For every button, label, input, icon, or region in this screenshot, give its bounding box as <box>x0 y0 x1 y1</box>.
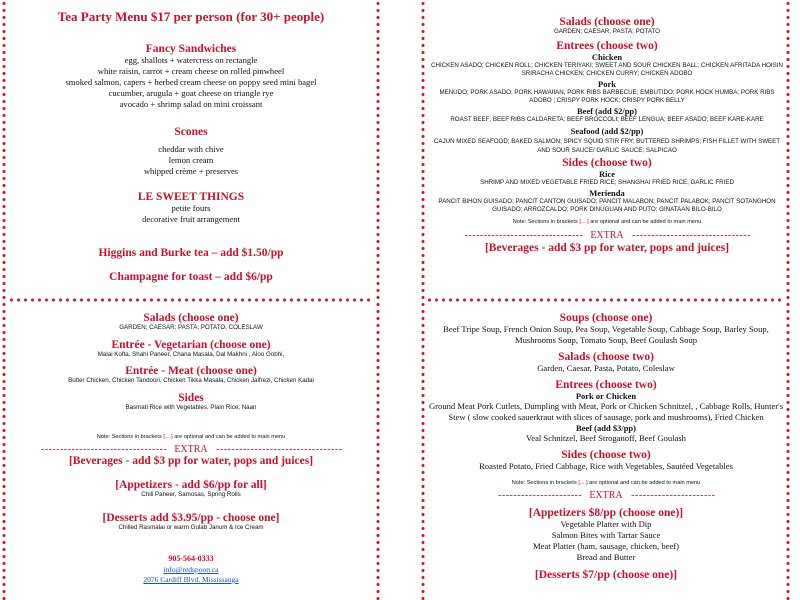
desserts-heading: [Desserts $7/pp (choose one)] <box>534 569 678 581</box>
salads-heading: Salads (choose one) <box>559 16 655 28</box>
sandwiches-list <box>10 55 372 110</box>
sides-list: Basmati Rice with Vegetables, Plain Rice, Naan <box>125 403 257 411</box>
optional-note: Note: Sections in brackets [....] are optional and can be added to main menu <box>511 480 701 486</box>
salads-heading: Salads (choose two) <box>558 351 654 363</box>
list-item: lemon cream <box>168 155 214 165</box>
list-item: egg, shallots + watercress on rectangle <box>124 55 258 65</box>
filipino-menu-panel <box>428 0 786 297</box>
extra-divider: - - - - - - - - - - - - - - - - - - - - - - - - - - - - - - - EXTRA - - - - - - - - - - - - - - - - - - - - - - - - - - - - - - - <box>464 229 750 241</box>
fold-line-left <box>8 298 374 302</box>
beef-heading: Beef (add $3/pp) <box>576 423 636 433</box>
sides-list: Roasted Potato, Fried Cabbage, Rice with Vegetables, Sautéed Vegetables <box>479 461 733 471</box>
divider-center-right <box>421 0 425 600</box>
desserts-heading: [Desserts add $3.95/pp - choose one] <box>102 511 280 524</box>
appetizers-list: Chili Paneer, Samosas, Spring Rolls <box>141 491 241 498</box>
meat-entree-heading: Entrée - Meat (choose one) <box>125 365 257 377</box>
salads-heading: Salads (choose one) <box>143 312 239 324</box>
desserts-list: Chilled Rasmalai or warm Gulab Janum & Ice Cream <box>118 523 264 531</box>
pork-heading: Pork <box>598 78 616 89</box>
merienda-list: PANCIT BIHON GUISADO; PANCIT CANTON GUISADO; PANCIT MALABON; PANCIT PALABOK; PANCIT SOTANGHON GUISADO; ARROZCALDO; PORK DINUGUAN AND PUTO; GINATAAN BILO-BILO <box>438 197 776 213</box>
sides-heading: Sides (choose two) <box>562 157 652 169</box>
meat-entree-list: Butter Chicken, Chicken Tandoori, Chicken Tikka Masala, Chicken Jalfrezi, Chicken Kadai <box>68 377 314 384</box>
tea-party-panel <box>10 0 372 297</box>
extra-divider: - - - - - - - - - - - - - - - - - - - - - - - - - - - - - - - - - EXTRA - - - - - - - - - - - - - - - - - - - - - - - - - - - - - - - - - <box>40 444 342 455</box>
vegetarian-entree-heading: Entrée - Vegetarian (choose one) <box>111 338 271 351</box>
email-link[interactable]: info@redspoon.ca <box>163 565 219 574</box>
salads-list: Garden, Caesar, Pasta, Potato, Coleslaw <box>537 363 675 373</box>
list-item: cheddar with chive <box>158 144 224 154</box>
list-item: smoked salmon, capers + herbed cream cheese on poppy seed mini bagel <box>65 77 317 87</box>
beverages-addon: [Beverages - add $3 pp for water, pops and juices] <box>68 455 314 467</box>
rice-list: SHRIMP AND MIXED VEGETABLE FRIED RICE; SHANGHAI FRIED RICE; GARLIC FRIED <box>480 179 734 186</box>
sweet-things-list <box>10 203 372 225</box>
extra-divider: - - - - - - - - - - - - - - - - - - - - - - EXTRA - - - - - - - - - - - - - - - - - - - - - - <box>498 490 714 501</box>
extra-label: EXTRA <box>589 490 623 501</box>
list-item: whipped crème + preserves <box>143 166 239 176</box>
divider-center-left <box>376 0 380 600</box>
sides-heading: Sides <box>178 391 204 404</box>
tea-party-title: Tea Party Menu $17 per person (for 30+ people) <box>57 9 325 24</box>
scones-heading: Scones <box>174 126 208 138</box>
entrees-heading: Entrees (choose two) <box>555 379 657 391</box>
list-item: Salmon Bites with Tartar Sauce <box>551 530 661 540</box>
european-menu-panel <box>428 304 784 600</box>
rice-heading: Rice <box>598 169 616 179</box>
soups-list: Beef Tripe Soup, French Onion Soup, Pea Soup, Vegetable Soup, Cabbage Soup, Barley Soup, Mushrooms Soup, Tomato Soup, Beef Goulash Soup <box>443 324 769 345</box>
scones-list <box>10 144 372 177</box>
phone-number: 905-564-0333 <box>168 554 214 563</box>
appetizers-heading: [Appetizers $8/pp (choose one)] <box>528 507 684 519</box>
list-item: decorative fruit arrangement <box>142 214 240 224</box>
appetizers-list <box>428 519 784 563</box>
divider-right <box>786 0 790 600</box>
soups-heading: Soups (choose one) <box>559 312 653 324</box>
appetizers-heading: [Appetizers - add $6/pp for all] <box>115 479 267 491</box>
merienda-heading: Merienda <box>589 187 625 198</box>
extra-label: EXTRA <box>590 229 624 241</box>
list-item: Meat Platter (ham, sausage, chicken, beef) <box>532 541 680 551</box>
seafood-list: CAJUN MIXED SEAFOOD; BAKED SALMON; SPICY SQUID STIR FRY; BUTTERED SHRIMPS; FISH FILLET WITH SWEET AND SOUR SAUCE/ GARLIC SAUCE; SALPICAO <box>433 138 781 154</box>
chicken-heading: Chicken <box>591 51 623 62</box>
list-item: cucumber, arugula + goat cheese on triangle rye <box>108 88 274 98</box>
optional-note: Note: Sections in brackets [....] are optional and can be added to main menu <box>96 434 286 440</box>
pork-list: MENUDO; PORK ASADO; PORK HAWAIIAN, PORK RIBS BARBECUE; EMBUTIDO; PORK HOCK HUMBA; PORK RIBS ADOBO ; CRISPY PORK HOCK; CRISPY PORK BELLY <box>439 88 775 104</box>
champagne-addon: Champagne for toast – add $6/pp <box>109 271 273 283</box>
sweet-things-heading: LE SWEET THINGS <box>137 191 245 203</box>
list-item: Vegetable Platter with Dip <box>560 519 652 529</box>
list-item: petite fours <box>171 203 211 213</box>
extra-label: EXTRA <box>174 444 208 455</box>
list-item: avocado + shrimp salad on mini croissant <box>119 99 263 109</box>
pork-chicken-list: Ground Meat Pork Cutlets, Dumpling with Meat, Pork or Chicken Schnitzel, , Cabbage Rolls, Hunter's Stew ( slow cooked sauerkraut with slices of sausage, pork and mushrooms), Fried Chicken <box>428 401 784 422</box>
sandwiches-heading: Fancy Sandwiches <box>145 43 237 55</box>
divider-left <box>2 0 6 600</box>
seafood-heading: Seafood (add $2/pp) <box>570 126 644 136</box>
salads-list: GARDEN; CAESAR; PASTA; POTATO <box>553 28 660 35</box>
fold-line-right <box>426 298 784 302</box>
chicken-list: CHICKEN ASADO; CHICKEN ROLL; CHICKEN TERIYAKI; SWEET AND SOUR CHICKEN BALL; CHICKEN AFRITADA HOISIN SRIRACHA CHICKEN; CHICKEN CURRY; CHICKEN ADOBO <box>431 61 783 77</box>
beef-list: ROAST BEEF; BEEF RIBS CALDARETA; BEEF BROCCOLI; BEEF LENGUA; BEEF ASADO; BEEF KARE-KARE <box>450 115 764 123</box>
optional-note: Note: Sections in brackets [....] are optional and can be added to main menu <box>512 218 702 225</box>
list-item: Bread and Butter <box>576 552 636 562</box>
entrees-heading: Entrees (choose two) <box>556 39 658 52</box>
pork-chicken-heading: Pork or Chicken <box>575 391 637 401</box>
salads-list: GARDEN; CAESAR; PASTA; POTATO, COLESLAW <box>119 324 263 331</box>
indian-menu-panel <box>10 304 372 600</box>
address-link[interactable]: 2076 Cardiff Blvd. Mississauga <box>143 575 239 584</box>
sides-heading: Sides (choose two) <box>561 449 651 461</box>
vegetarian-entree-list: Malai Kofta, Shahi Paneer, Chana Masala, Dal Makhni , Aloo Gobhi, <box>97 350 285 358</box>
beef-list: Veal Schnitzel, Beef Stroganoff, Beef Goulash <box>526 433 686 443</box>
list-item: white raisin, carrot + cream cheese on rolled pinwheel <box>97 66 285 76</box>
beef-heading: Beef (add $2/pp) <box>577 105 637 116</box>
beverages-addon: [Beverages - add $3 pp for water, pops and juices] <box>484 241 730 254</box>
tea-addon: Higgins and Burke tea – add $1.50/pp <box>98 247 284 259</box>
